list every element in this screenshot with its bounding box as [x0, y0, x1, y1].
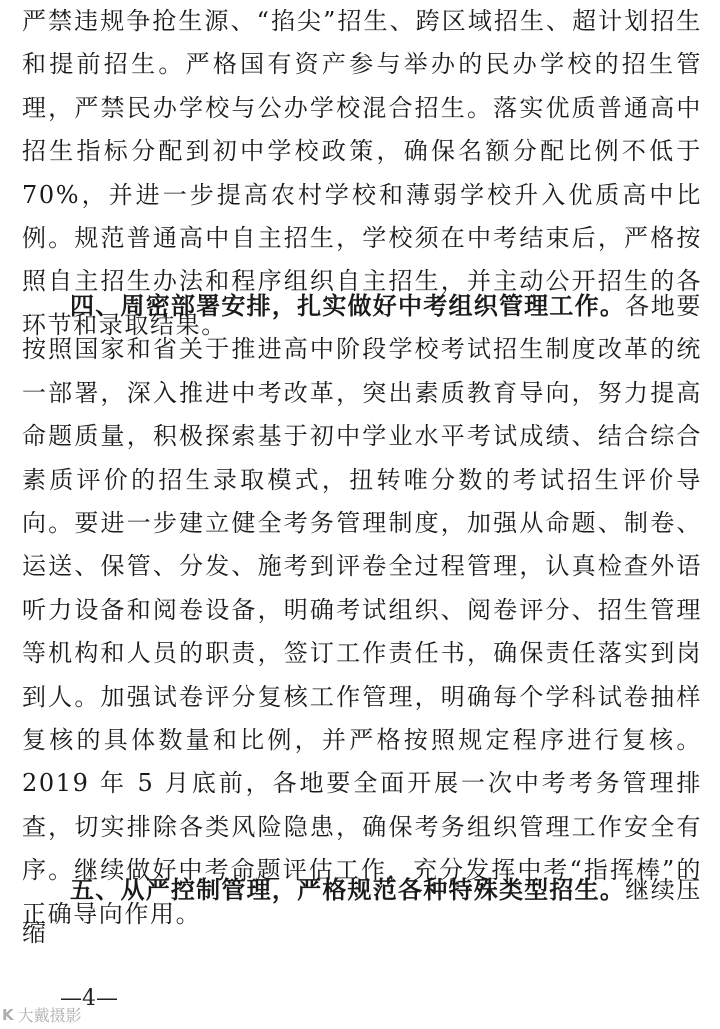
watermark-logo-icon: K — [2, 1005, 14, 1024]
paragraph-admissions-rules: 严禁违规争抢生源、“掐尖”招生、跨区域招生、超计划招生和提前招生。严格国有资产参与举办的民办学校的招生管理，严禁民办学校与公办学校混合招生。落实优质普通高中招生指标分配到初中学校政策，确保名额分配比例不低于70%，并进一步提高农村学校和薄弱学校升入优质高中比例。规范普通高中自主招生，学校须在中考结束后，严格按照自主招生办法和程序组织自主招生，并主动公开招生的各环节和录取结果。 — [22, 7, 702, 339]
watermark — [2, 1003, 82, 1026]
section-5-paragraph — [22, 869, 702, 956]
section-5-body: 继续压缩 — [22, 876, 702, 948]
section-4-body: 各地要按照国家和省关于推进高中阶段学校考试招生制度改革的统一部署，深入推进中考改革，突出素质教育导向，努力提高命题质量，积极探索基于初中学业水平考试成绩、结合综合素质评价的招生录取模式，扭转唯分数的考试招生评价导向。要进一步建立健全考务管理制度，加强从命题、制卷、运送、保管、分发、施考到评卷全过程管理，认真检查外语听力设备和阅卷设备，明确考试组织、阅卷评分、招生管理等机构和人员的职责，签订工作责任书，确保责任落实到岗到人。加强试卷评分复核工作管理，明确每个学科试卷抽样复核的具体数量和比例，并严格按照规定程序进行复核。2019 年 5 月底前，各地要全面开展一次中考考务管理排查，切实排除各类风险隐患，确保考务组织管理工作安全有序。继续做好中考命题评估工作，充分发挥中考“指挥棒”的正确导向作用。 — [22, 292, 702, 928]
section-5-heading: 五、从严控制管理，严格规范各种特殊类型招生。 — [70, 876, 626, 904]
section-4-paragraph — [22, 285, 702, 936]
section-4-heading: 四、周密部署安排，扎实做好中考组织管理工作。 — [70, 292, 626, 320]
page-number: —4— — [60, 986, 118, 1011]
watermark-text: 大戴摄影 — [17, 1006, 82, 1025]
